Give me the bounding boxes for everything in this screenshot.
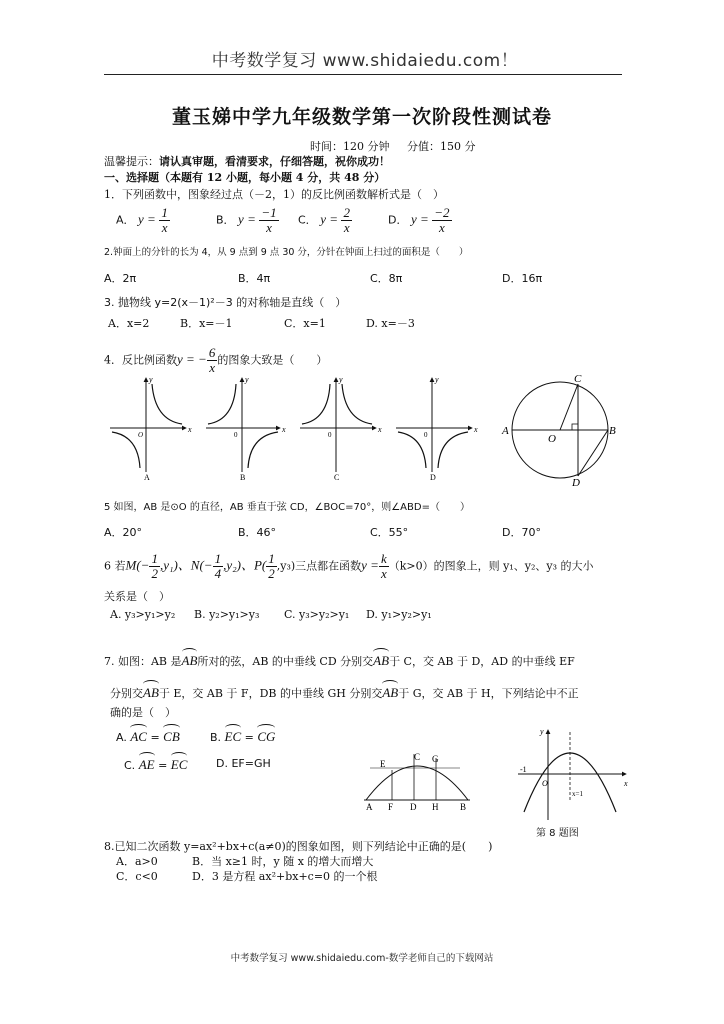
svg-text:x: x [188,425,192,434]
q1-option-a: A． y = $\frac{1}{x}$ [116,205,168,235]
q5-option-a: A．20° [104,526,143,539]
q2-option-a: A．2π [104,272,137,285]
q6-option-a: A. y₃>y₁>y₂ [110,608,176,621]
svg-text:y: y [540,727,544,736]
svg-text:O: O [542,779,548,788]
svg-text:B: B [609,425,616,437]
header-divider [104,74,622,75]
svg-text:x: x [474,425,478,434]
q1-stem: 1．下列函数中，图象经过点（－2，1）的反比例函数解析式是（ ） [104,188,444,201]
q2-option-d: D．16π [502,272,543,285]
q7-line3: 确的是（ ） [110,706,176,719]
svg-text:D: D [430,473,436,482]
q7-option-c: C. AE = EC [124,752,187,773]
svg-text:y: y [149,375,153,384]
q7-figure [360,750,478,812]
page-title: 董玉娣中学九年级数学第一次阶段性测试卷 [171,106,552,128]
svg-text:D: D [410,802,417,812]
svg-text:x: x [378,425,382,434]
svg-text:O: O [548,433,556,445]
svg-text:O: O [138,431,144,439]
q6-stem: 6 若M(− $\frac{1}{2}$ ,y₁)、N(− $\frac{1}{4}$ ,y₂)、P( $\frac{1}{2}$ ,y₃)三点都在函数y = $\frac{k}{x}$ （k>0）的图象上，则 y₁、y₂、y₃ 的大小 [104,551,594,581]
q3-option-b: B．x=－1 [180,317,233,330]
q6-line2: 关系是（ ） [104,590,170,603]
page-footer: 中考数学复习 www.shidaiedu.com-数学老师自己的下载网站 [230,953,494,964]
q6-option-b: B. y₂>y₁>y₃ [194,608,260,621]
exam-time: 时间：120 分钟 [310,140,390,153]
q4-graph-d[interactable] [396,375,478,482]
q4-graph-c[interactable] [300,375,382,482]
svg-text:B: B [460,802,467,812]
svg-text:y: y [435,375,439,384]
q1-option-d: D． y = $\frac{-2}{x}$ [388,205,450,235]
svg-text:A: A [366,802,373,812]
svg-text:x=1: x=1 [572,790,583,798]
q8-stem: 8.已知二次函数 y=ax²+bx+c(a≠0)的图象如图，则下列结论中正确的是( ) [104,840,493,853]
svg-text:A: A [502,425,509,437]
exam-meta [310,138,475,154]
q3-option-d: D. x=－3 [366,317,415,330]
q4-graph-b[interactable] [206,375,286,482]
svg-text:C: C [574,373,582,385]
q8-figure-caption: 第 8 题图 [536,828,579,839]
q8-option-c: C．c<0 [116,870,158,883]
q4-stem: 4．反比例函数y = − $\frac{6}{x}$ 的图象大致是（ ） [104,345,328,375]
q8-option-b: B．当 x≥1 时，y 随 x 的增大而增大 [192,855,374,868]
q7-line2: 分别交AB于 E，交 AB 于 F，DB 的中垂线 GH 分别交AB于 G，交 AB 于 H，下列结论中不正 [110,680,579,701]
q4-graphs [108,372,508,482]
q7-option-d: D. EF=GH [216,757,271,770]
q1-option-c: C． y = $\frac{2}{x}$ [298,205,350,235]
q5-option-b: B．46° [238,526,277,539]
q3-option-c: C．x=1 [284,317,326,330]
svg-text:C: C [414,752,421,762]
q7-line1: 7. 如图：AB 是AB所对的弦，AB 的中垂线 CD 分别交AB于 C，交 AB 于 D，AD 的中垂线 EF [104,648,575,669]
q6-option-d: D. y₁>y₂>y₁ [366,608,432,621]
q7-option-b: B. EC = CG [210,724,275,745]
exam-score: 分值：150 分 [406,140,476,153]
q2-stem: 2.钟面上的分针的长为 4，从 9 点到 9 点 30 分，分针在钟面上扫过的面积是（ ） [104,247,469,258]
svg-text:B: B [240,473,246,482]
svg-text:-1: -1 [520,765,527,774]
q4-graph-a[interactable] [110,375,192,482]
q6-option-c: C. y₃>y₂>y₁ [284,608,350,621]
q8-option-a: A．a>0 [116,855,158,868]
q8-option-d: D．3 是方程 ax²+bx+c=0 的一个根 [192,870,378,883]
site-header: 中考数学复习 www.shidaiedu.com！ [211,51,519,71]
tips [104,153,390,169]
svg-text:E: E [380,759,386,769]
circle-figure [500,372,620,488]
svg-text:x: x [624,779,628,788]
svg-text:y: y [339,375,343,384]
q7-option-a: A. AC = CB [116,724,180,745]
tips-text: 请认真审题，看清要求，仔细答题，祝你成功！ [159,155,390,168]
q8-parabola-figure [514,724,632,824]
q5-stem: 5 如图，AB 是⊙O 的直径，AB 垂直于弦 CD，∠BOC=70°，则∠ABD=（ ） [104,502,470,513]
svg-text:A: A [144,473,150,482]
svg-text:0: 0 [424,431,428,439]
svg-text:C: C [334,473,340,482]
section-heading: 一、选择题（本题有 12 小题，每小题 4 分，共 48 分） [104,171,386,184]
svg-text:H: H [432,802,439,812]
q3-option-a: A．x=2 [108,317,150,330]
svg-text:y: y [245,375,249,384]
tips-label: 温馨提示： [104,155,159,168]
svg-text:0: 0 [328,431,332,439]
q3-stem: 3. 抛物线 y=2(x－1)²－3 的对称轴是直线（ ） [104,296,347,309]
svg-text:F: F [388,802,394,812]
svg-text:G: G [432,754,439,764]
q5-option-d: D．70° [502,526,541,539]
q5-option-c: C．55° [370,526,409,539]
svg-text:x: x [282,425,286,434]
svg-text:0: 0 [234,431,238,439]
q1-option-b: B． y = $\frac{-1}{x}$ [216,205,277,235]
q2-option-b: B．4π [238,272,271,285]
q2-option-c: C．8π [370,272,403,285]
svg-text:D: D [572,477,580,488]
